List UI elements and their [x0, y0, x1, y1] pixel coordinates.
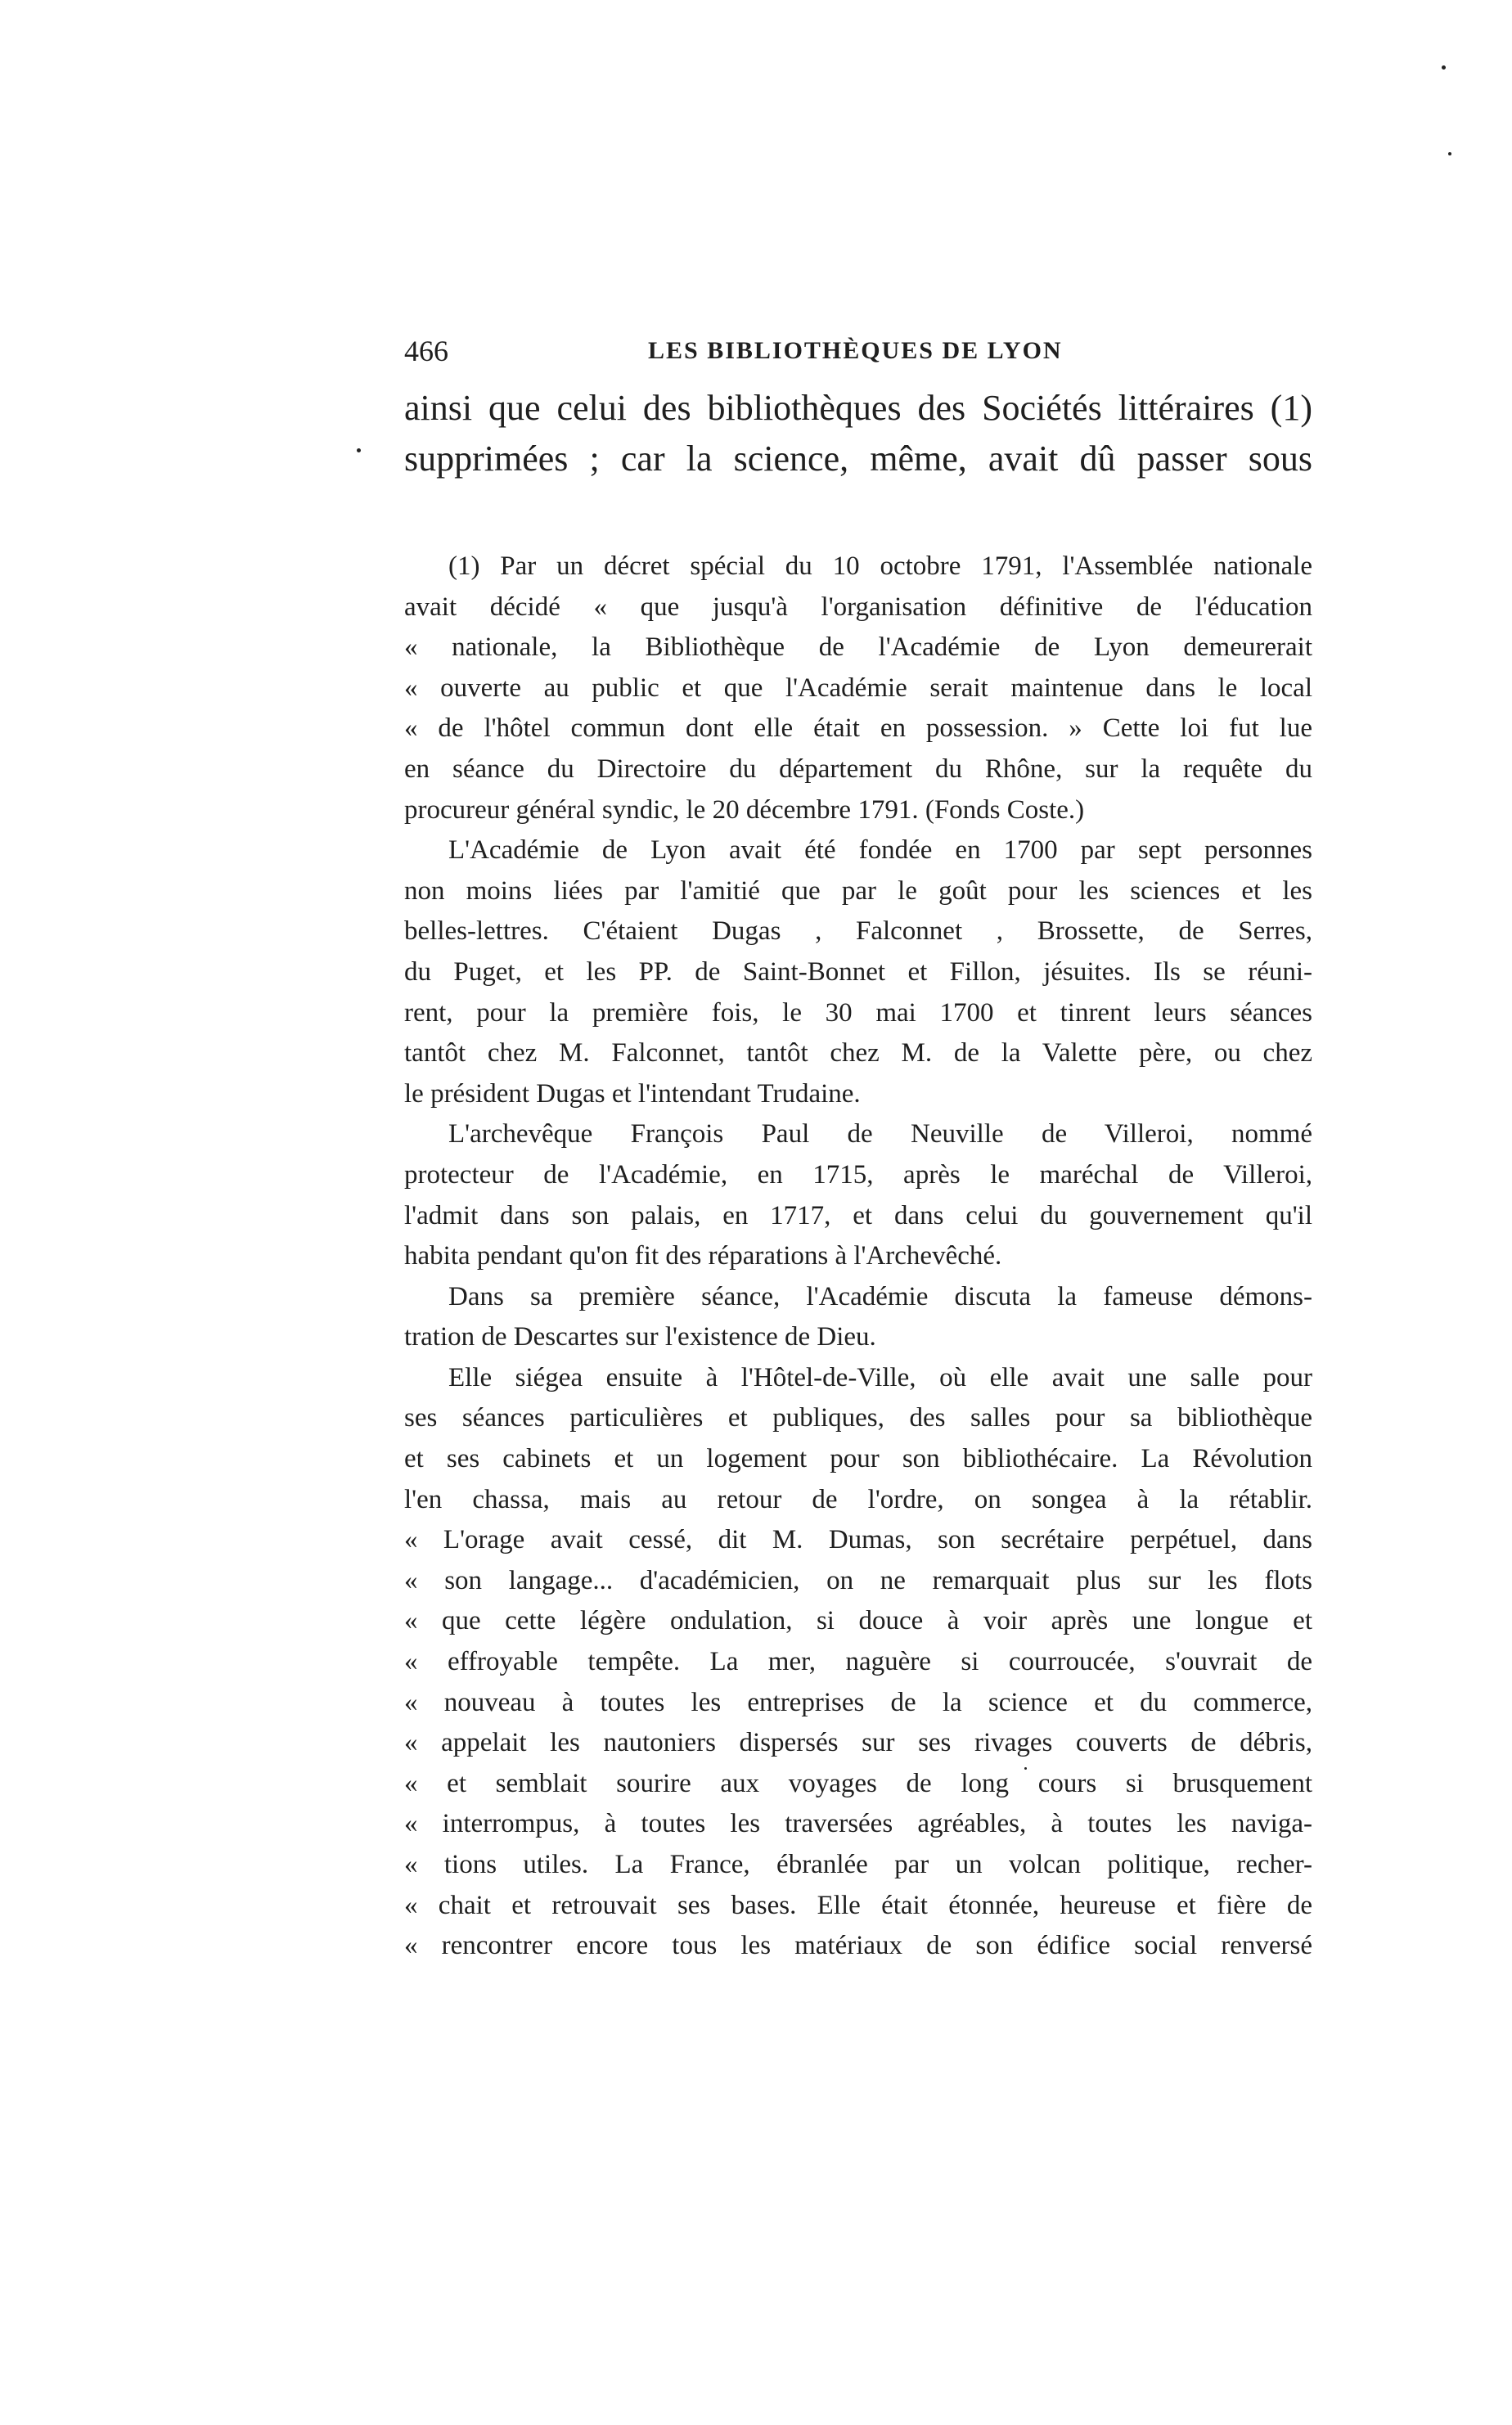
footnote-line: rent, pour la première fois, le 30 mai 1700 et tinrent leurs séances [404, 997, 1312, 1028]
footnote-line: et ses cabinets et un logement pour son bibliothécaire. La Révolution [404, 1444, 1312, 1474]
main-text-line: supprimées ; car la science, même, avait dû passer sous [404, 439, 1312, 479]
footnote-line: « interrompus, à toutes les traversées agréables, à toutes les naviga- [404, 1809, 1312, 1839]
footnote-line: tration de Descartes sur l'existence de Dieu. [404, 1322, 876, 1352]
footnote-line: « nationale, la Bibliothèque de l'Académie de Lyon demeurerait [404, 632, 1312, 663]
print-speck [1442, 65, 1446, 70]
footnote-line: Elle siégea ensuite à l'Hôtel-de-Ville, où elle avait une salle pour [448, 1362, 1312, 1392]
footnote-line: protecteur de l'Académie, en 1715, après le maréchal de Villeroi, [404, 1159, 1312, 1190]
print-speck [357, 448, 361, 452]
footnote-line: du Puget, et les PP. de Saint-Bonnet et Fillon, jésuites. Ils se réuni- [404, 956, 1312, 987]
footnote-block [404, 547, 1312, 1967]
print-speck [1448, 152, 1451, 155]
footnote-line: belles-lettres. C'étaient Dugas , Falconnet , Brossette, de Serres, [404, 916, 1312, 947]
footnote-line: avait décidé « que jusqu'à l'organisation définitive de l'éducation [404, 592, 1312, 622]
footnote-line: habita pendant qu'on fit des réparations à l'Archevêché. [404, 1241, 1002, 1271]
footnote-line: Dans sa première séance, l'Académie discuta la fameuse démons- [448, 1281, 1312, 1311]
main-text-line: ainsi que celui des bibliothèques des Sociétés littéraires (1) [404, 388, 1312, 428]
footnote-line: L'Académie de Lyon avait été fondée en 1700 par sept personnes [448, 835, 1312, 866]
footnote-line: procureur général syndic, le 20 décembre 1791. (Fonds Coste.) [404, 794, 1085, 825]
footnote-line: « L'orage avait cessé, dit M. Dumas, son secrétaire perpétuel, dans [404, 1525, 1312, 1555]
footnote-line: l'en chassa, mais au retour de l'ordre, on songea à la rétablir. [404, 1484, 1312, 1514]
footnote-line: « de l'hôtel commun dont elle était en possession. » Cette loi fut lue [404, 713, 1312, 744]
footnote-line: « nouveau à toutes les entreprises de la science et du commerce, [404, 1687, 1312, 1717]
footnote-line: « tions utiles. La France, ébranlée par un volcan politique, recher- [404, 1850, 1312, 1879]
footnote-line: L'archevêque François Paul de Neuville de Villeroi, nommé [448, 1119, 1312, 1150]
page-header [404, 331, 1312, 371]
footnote-line: « son langage... d'académicien, on ne remarquait plus sur les flots [404, 1565, 1312, 1595]
footnote-line: « chait et retrouvait ses bases. Elle était étonnée, heureuse et fière de [404, 1890, 1312, 1920]
main-text-block [404, 383, 1312, 484]
running-title: LES BIBLIOTHÈQUES DE LYON [648, 337, 1063, 364]
footnote-line: « rencontrer encore tous les matériaux de son édifice social renversé [404, 1931, 1312, 1961]
footnote-line: (1) Par un décret spécial du 10 octobre 1791, l'Assemblée nationale [448, 551, 1312, 581]
footnote-line: non moins liées par l'amitié que par le goût pour les sciences et les [404, 875, 1312, 906]
footnote-line: tantôt chez M. Falconnet, tantôt chez M. de la Valette père, ou chez [404, 1038, 1312, 1069]
footnote-line: ses séances particulières et publiques, des salles pour sa bibliothèque [404, 1403, 1312, 1433]
footnote-line: l'admit dans son palais, en 1717, et dans celui du gouvernement qu'il [404, 1200, 1312, 1230]
page-number: 466 [404, 335, 448, 367]
footnote-line: « et semblait sourire aux voyages de long cours si brusquement [404, 1768, 1312, 1798]
footnote-line: le président Dugas et l'intendant Trudaine. [404, 1078, 861, 1109]
footnote-line: « que cette légère ondulation, si douce à voir après une longue et [404, 1606, 1312, 1636]
footnote-line: « ouverte au public et que l'Académie serait maintenue dans le local [404, 673, 1312, 703]
footnote-line: en séance du Directoire du département du Rhône, sur la requête du [404, 754, 1312, 784]
footnote-line: « effroyable tempête. La mer, naguère si courroucée, s'ouvrait de [404, 1647, 1312, 1677]
footnote-line: « appelait les nautoniers dispersés sur ses rivages couverts de débris, [404, 1728, 1312, 1758]
